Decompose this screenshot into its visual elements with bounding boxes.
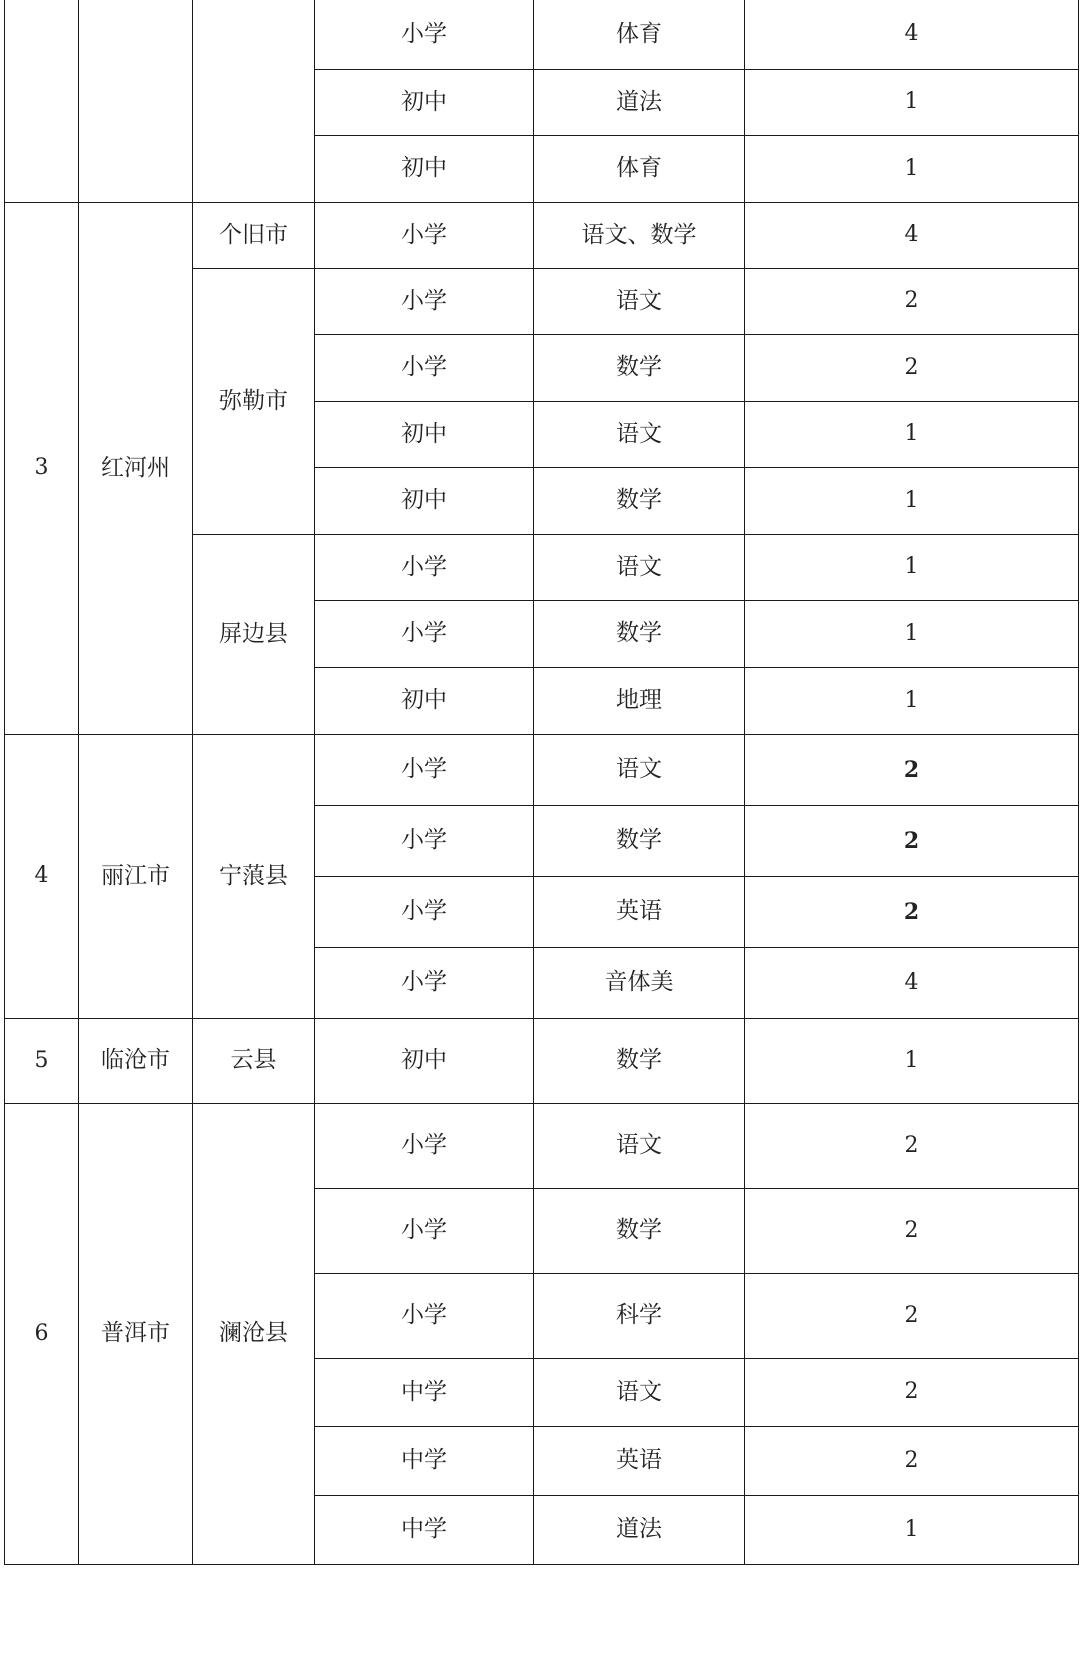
city-cell <box>79 0 193 202</box>
subject-cell: 语文 <box>534 1358 745 1426</box>
level-cell: 小学 <box>315 947 534 1018</box>
table-row <box>5 0 1079 69</box>
table-row <box>5 734 1079 805</box>
count-cell: 2 <box>745 805 1079 876</box>
county-cell: 澜沧县 <box>193 1103 315 1564</box>
count-cell: 1 <box>745 1018 1079 1103</box>
count-cell: 2 <box>745 734 1079 805</box>
level-cell: 小学 <box>315 734 534 805</box>
subject-cell: 语文 <box>534 1103 745 1188</box>
count-cell: 4 <box>745 0 1079 69</box>
count-cell: 1 <box>745 401 1079 467</box>
level-cell: 小学 <box>315 1273 534 1358</box>
level-cell: 小学 <box>315 0 534 69</box>
subject-cell: 语文 <box>534 734 745 805</box>
index-cell: 4 <box>5 734 79 1018</box>
level-cell: 小学 <box>315 876 534 947</box>
table-row <box>5 1103 1079 1188</box>
county-cell: 宁蒗县 <box>193 734 315 1018</box>
table-row <box>5 1018 1079 1103</box>
county-cell: 云县 <box>193 1018 315 1103</box>
level-cell: 初中 <box>315 401 534 467</box>
count-cell: 1 <box>745 69 1079 135</box>
count-cell: 4 <box>745 947 1079 1018</box>
subject-cell: 道法 <box>534 69 745 135</box>
count-cell: 2 <box>745 268 1079 334</box>
subject-cell: 语文、数学 <box>534 202 745 268</box>
count-cell: 1 <box>745 467 1079 534</box>
subject-cell: 数学 <box>534 805 745 876</box>
level-cell: 中学 <box>315 1426 534 1495</box>
subject-cell: 数学 <box>534 467 745 534</box>
count-cell: 1 <box>745 135 1079 202</box>
subject-cell: 道法 <box>534 1495 745 1564</box>
teacher-quota-table <box>4 0 1079 1565</box>
subject-cell: 数学 <box>534 1018 745 1103</box>
city-cell: 临沧市 <box>79 1018 193 1103</box>
subject-cell: 语文 <box>534 534 745 600</box>
index-cell: 6 <box>5 1103 79 1564</box>
count-cell: 2 <box>745 1188 1079 1273</box>
subject-cell: 语文 <box>534 401 745 467</box>
level-cell: 小学 <box>315 534 534 600</box>
level-cell: 小学 <box>315 805 534 876</box>
county-cell <box>193 0 315 202</box>
count-cell: 4 <box>745 202 1079 268</box>
subject-cell: 数学 <box>534 1188 745 1273</box>
subject-cell: 体育 <box>534 135 745 202</box>
subject-cell: 英语 <box>534 1426 745 1495</box>
count-cell: 1 <box>745 534 1079 600</box>
city-cell: 丽江市 <box>79 734 193 1018</box>
subject-cell: 音体美 <box>534 947 745 1018</box>
level-cell: 小学 <box>315 268 534 334</box>
table-row <box>5 202 1079 268</box>
count-cell: 1 <box>745 600 1079 667</box>
subject-cell: 数学 <box>534 334 745 401</box>
subject-cell: 体育 <box>534 0 745 69</box>
count-cell: 2 <box>745 334 1079 401</box>
level-cell: 初中 <box>315 467 534 534</box>
subject-cell: 科学 <box>534 1273 745 1358</box>
count-cell: 1 <box>745 1495 1079 1564</box>
count-cell: 2 <box>745 1273 1079 1358</box>
level-cell: 小学 <box>315 202 534 268</box>
subject-cell: 英语 <box>534 876 745 947</box>
count-cell: 1 <box>745 667 1079 734</box>
index-cell: 5 <box>5 1018 79 1103</box>
count-cell: 2 <box>745 1358 1079 1426</box>
level-cell: 小学 <box>315 1188 534 1273</box>
subject-cell: 数学 <box>534 600 745 667</box>
table-body <box>5 0 1079 1564</box>
index-cell: 3 <box>5 202 79 734</box>
level-cell: 小学 <box>315 1103 534 1188</box>
level-cell: 初中 <box>315 69 534 135</box>
level-cell: 初中 <box>315 1018 534 1103</box>
count-cell: 2 <box>745 1103 1079 1188</box>
level-cell: 中学 <box>315 1495 534 1564</box>
level-cell: 初中 <box>315 135 534 202</box>
level-cell: 小学 <box>315 600 534 667</box>
level-cell: 中学 <box>315 1358 534 1426</box>
subject-cell: 地理 <box>534 667 745 734</box>
level-cell: 初中 <box>315 667 534 734</box>
county-cell: 屏边县 <box>193 534 315 734</box>
city-cell: 普洱市 <box>79 1103 193 1564</box>
level-cell: 小学 <box>315 334 534 401</box>
city-cell: 红河州 <box>79 202 193 734</box>
count-cell: 2 <box>745 876 1079 947</box>
county-cell: 个旧市 <box>193 202 315 268</box>
county-cell: 弥勒市 <box>193 268 315 534</box>
index-cell <box>5 0 79 202</box>
count-cell: 2 <box>745 1426 1079 1495</box>
subject-cell: 语文 <box>534 268 745 334</box>
